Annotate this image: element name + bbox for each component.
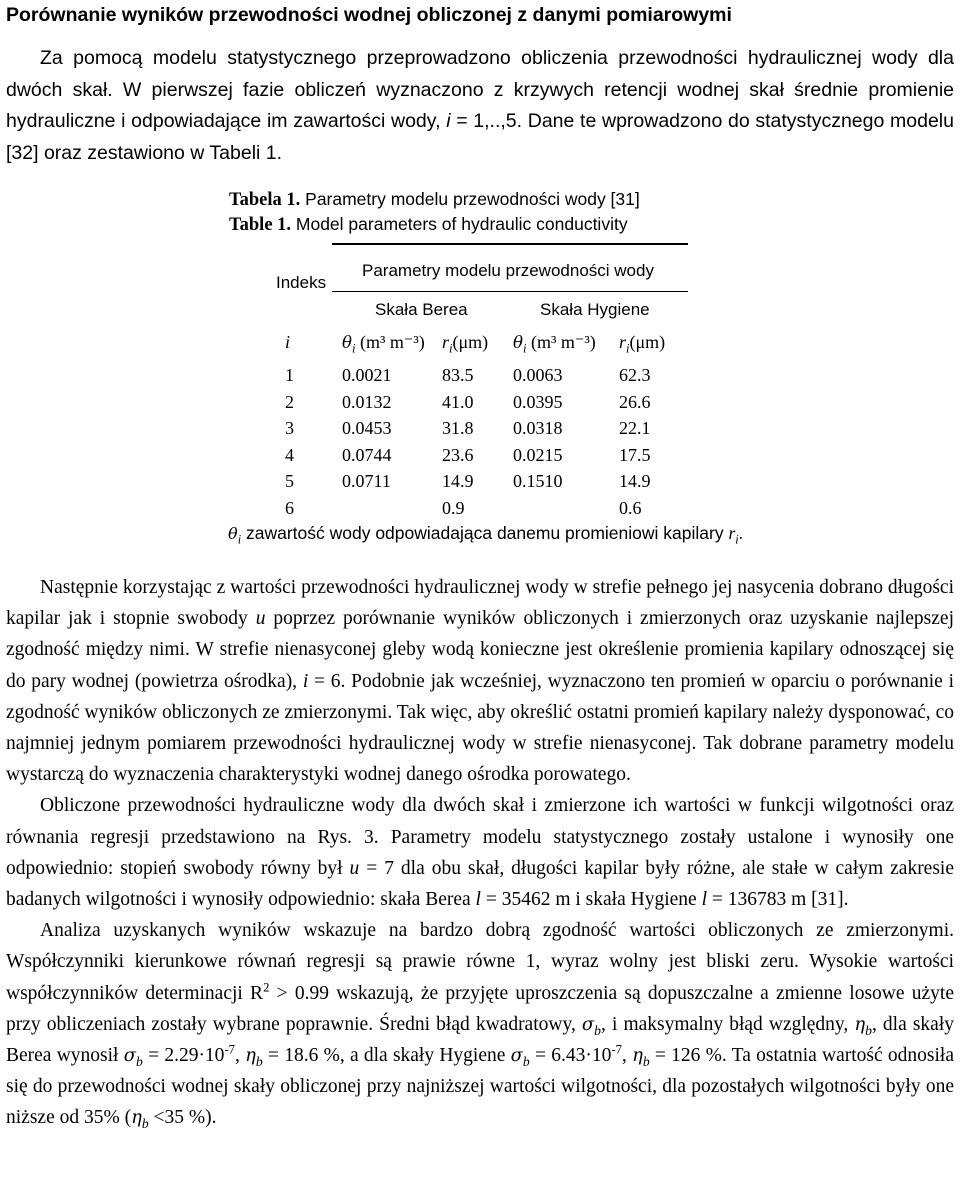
body-text [6,572,954,1134]
table-cell-t2: 0.0063 [513,365,563,385]
r-symbol: r [442,332,450,352]
paragraph-3 [6,915,954,1133]
footnote-end: . [738,523,744,543]
theta-subscript: i [351,341,356,356]
table-cell-t1: 0.0021 [342,365,392,385]
theta-symbol-2: θ [513,333,523,352]
theta-subscript-2: i [522,341,527,356]
eta-sub-3: b [642,1053,650,1069]
table-col-i [285,332,290,353]
r-subscript-2: i [626,341,630,356]
table-cell-r2: 22.1 [619,418,651,438]
paragraph-1 [6,572,954,790]
table-top-rule [332,243,688,245]
r-symbol-2: r [619,332,627,352]
p3-text-f: , [234,1045,246,1067]
table-group-rule [332,291,688,292]
r-unit-2: (μm) [629,332,666,352]
p3-text-k: <35 %). [148,1107,217,1129]
table-cell-r2: 14.9 [619,471,651,491]
table-cell-t2: 0.0395 [513,391,563,412]
p1-u: u [255,608,266,630]
r-squared-exponent: 2 [263,980,270,995]
table-header-rock-berea: Skała Berea [375,300,468,319]
p3-text-h: = 6.43·10 [529,1045,612,1067]
p3-text-c: , i maksymalny błąd względny, [601,1013,855,1035]
theta-unit-2: (m³ m⁻³) [526,332,596,352]
footnote-r: r [728,523,736,543]
p1-text-c: = 6. Podobnie jak wcześniej, wyznaczono ten promień w oparciu o porównanie i zgodność wyników obliczonych ze zmierzonymi. Tak więc, aby określić ostatni promień kapilary należy dysponować, co najmniej jednym pomiarem przewodności hydraulicznej wody w strefie nienasyconej. Tak dobrane parametry modelu wystarczą do wyznaczenia charakterystyki wodnej danego ośrodka porowatego. [6,670,955,786]
p3-text-i: , [621,1045,633,1067]
index-symbol: i [446,110,451,132]
sigma-sub-2: b [135,1053,143,1069]
p2-l1: l [475,889,481,911]
table-cell-t1: 0.0132 [342,391,392,412]
sigma-symbol: σ [581,1013,595,1035]
caption-text-en: Model parameters of hydraulic conductivity [291,214,628,234]
footnote-theta: θ [228,524,238,543]
table-cell-t1: 0.0453 [342,418,392,438]
intro-paragraph [6,43,954,169]
footnote-r-sub: i [735,532,739,547]
p2-text-b: = 7 dla obu skał, długości kapilar były różne, ale stałe w całym zakresie badanych wilgotności i wynosiły odpowiednio: skała Berea [6,857,954,911]
p2-text-d: = 136783 m [31]. [706,889,849,911]
caption-label-en: Table 1. [229,215,292,235]
table-cell-r2: 17.5 [619,444,651,465]
r-subscript: i [449,341,453,356]
eta-sub: b [865,1022,872,1038]
table-cell-i: 4 [285,444,294,465]
table-header-group: Parametry modelu przewodności wody [362,261,654,280]
p3-text-b: > 0.99 wskazują, że przyjęte uproszczenia są dopuszczalne a zmienne losowe użyte przy obliczeniach zostały wybrane poprawnie. Średni błąd kwadratowy, [6,982,954,1035]
section-heading: Porównanie wyników przewodności wodnej obliczonej z danymi pomiarowymi [6,4,732,26]
intro-text-a: Za pomocą modelu statystycznego przeprowadzono obliczenia przewodności hydraulicznej wody dla dwóch skał. W pierwszej fazie obliczeń wyznaczono z krzywych retencji wodnej skał średnie promienie hydrauliczne i odpowiadające im zawartości wody, [6,47,954,132]
p3-text-a: Analiza uzyskanych wyników wskazuje na bardzo dobrą zgodność wartości obliczonych ze zmierzonymi. Współczynniki kierunkowe równań regresji są prawie równe 1, wyraz wolny jest bliski zeru. Wysokie wartości współczynników determinacji R [6,920,954,1004]
table-col-r-berea [442,332,489,356]
sigma-symbol-2: σ [123,1045,136,1067]
p3-text-g: = 18.6 %, a dla skały Hygiene [262,1045,511,1067]
p1-i: i [302,670,309,692]
table-cell-r1: 0.9 [442,497,465,518]
exponent-1: -7 [224,1042,235,1057]
p1-text-b: poprzez porównanie wyników obliczonych i zmierzonych oraz uzyskanie najlepszej zgodność między nimi. W strefie nienasyconej gleby wodą konieczne jest określenie promienia kapilary odnoszącej się do pary wodnej (powietrza ośrodka), [6,608,955,692]
sigma-sub-3: b [522,1053,530,1069]
table-cell-i: 6 [285,497,294,518]
table-cell-t2: 0.0215 [513,444,563,465]
table-cell-t1: 0.0711 [342,471,391,491]
caption-text: Parametry modelu przewodności wody [31] [300,189,640,209]
table-footnote [228,523,744,547]
p1-text-a: Następnie korzystając z wartości przewodności hydraulicznej wody w strefie pełnego jej nasycenia dobrano długości kapilar jak i stopnie swobody [6,577,954,630]
footnote-text: zawartość wody odpowiadająca danemu promieniowi kapilary [241,523,729,543]
eta-symbol: η [854,1013,866,1035]
table-cell-i: 1 [285,365,294,385]
theta-unit: (m³ m⁻³) [355,332,425,352]
eta-symbol-2: η [245,1045,256,1067]
p3-text-e: = 2.29·10 [142,1045,225,1067]
theta-symbol: θ [342,333,352,352]
exponent-2: -7 [611,1042,622,1057]
eta-sub-2: b [255,1053,263,1069]
p2-u: u [349,857,360,879]
parameter-table [228,243,744,547]
eta-symbol-4: η [131,1107,142,1129]
p2-text-a: Obliczone przewodności hydrauliczne wody dla dwóch skał i zmierzone ich wartości w funkcji wilgotności oraz równania regresji przedstawiono na Rys. 3. Parametry modelu statystycznego zostały ustalone i wynosiły one odpowiednio: stopień swobody równy był [6,795,954,879]
p3-text-d: , dla skały Berea wynosił [6,1013,955,1067]
sigma-sub: b [594,1022,601,1038]
table-header-index: Indeks [276,273,327,292]
sigma-symbol-3: σ [510,1045,523,1067]
intro-text-b: = 1,..,5. Dane te wprowadzono do statystycznego modelu [32] oraz zestawiono w Tabeli 1. [6,110,954,164]
table-col-theta-berea [342,332,425,356]
table-cell-r1: 83.5 [442,365,474,385]
p3-text-j: = 126 %. Ta ostatnia wartość odnosiła się do przewodności wodnej skały obliczonej przy najniższej wartości wilgotności, dla pozostałych wilgotności były one niższe od 35% ( [6,1045,955,1129]
p2-l2: l [701,889,707,911]
table-col-r-hygiene [619,332,666,356]
table-header-rock-hygiene: Skała Hygiene [540,300,650,319]
table-cell-i: 3 [285,418,294,438]
table-cell-t2: 0.0318 [513,418,563,438]
table-cell-r2: 62.3 [619,365,651,385]
col-i-symbol: i [285,332,291,352]
table-caption-en [229,214,628,236]
paragraph-2 [6,790,954,915]
table-cell-i: 2 [285,391,294,412]
footnote-theta-sub: i [237,532,242,547]
table-cell-r1: 14.9 [442,471,474,491]
r-unit: (μm) [452,332,489,352]
table-caption-pl [229,189,640,211]
table-cell-r1: 23.6 [442,444,474,465]
table-cell-r2: 0.6 [619,497,642,518]
table-cell-r1: 41.0 [442,391,474,412]
p2-text-c: = 35462 m i skała Hygiene [480,889,702,911]
table-cell-i: 5 [285,471,294,491]
table-cell-t2: 0.1510 [513,471,563,491]
eta-sub-4: b [141,1116,149,1132]
table-cell-t1: 0.0744 [342,444,392,465]
table-cell-r2: 26.6 [619,391,651,412]
eta-symbol-3: η [632,1045,643,1067]
table-col-theta-hygiene [513,332,596,356]
table-cell-r1: 31.8 [442,418,474,438]
caption-label: Tabela 1. [229,190,301,210]
